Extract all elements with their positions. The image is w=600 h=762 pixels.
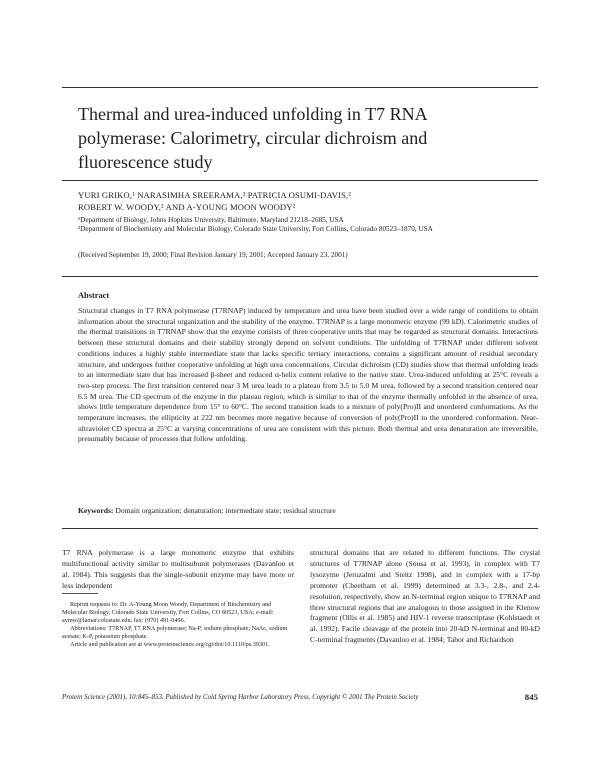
title-rule [62,180,538,181]
affiliation: ¹Department of Biology, Johns Hopkins University, Baltimore, Maryland 21218–2685, USA [78,216,344,224]
author-list [78,190,538,213]
abstract-bottom-rule [62,528,538,529]
author-line: YURI GRIKO,¹ NARASIMHA SREERAMA,² PATRICIA OSUMI-DAVIS,² [78,190,352,200]
author-line: ROBERT W. WOODY,² AND A-YOUNG MOON WOODY² [78,201,296,212]
affiliation: ²Department of Biochemistry and Molecular Biology, Colorado State University, Fort Collins, Colorado 80523–1870, USA [78,224,433,233]
footnote: Abbreviations: T7RNAP, T7 RNA polymerase; Na-P, sodium phosphate; NaAc, sodium acetate; K-P, potassium phosphate. [62,625,288,641]
keywords-text: Domain organization; denaturation; intermediate state; residual structure [115,506,336,515]
footnotes [62,601,294,650]
abstract-heading: Abstract [78,291,110,300]
article-title: Thermal and urea-induced unfolding in T7 RNA polymerase: Calorimetry, circular dichroism and fluorescence study [78,104,428,172]
abstract-text: Structural changes in T7 RNA polymerase (T7RNAP) induced by temperature and urea have been studied over a wide range of conditions to obtain information about the structural organization and the stability of the enzyme. T7RNAP is a large monomeric enzyme (99 kD). Calorimetric studies of the thermal transitions in T7RNAP show that the enzyme consists of three cooperative units that may be regarded as structural domains. Interactions between these structural domains and their stability strongly depend on solvent conditions. The unfolding of T7RNAP under different solvent conditions induces a highly stable intermediate state that lacks specific tertiary interactions, contains a significant amount of residual secondary structure, and undergoes further cooperative unfolding at high urea concentrations. Circular dichroism (CD) studies show that thermal unfolding leads to an intermediate state that has increased β-sheet and reduced α-helix content relative to the native state. Urea-induced unfolding at 25°C reveals a two-step process. The first transition centered near 3 M urea leads to a plateau from 3.5 to 5.0 M urea, followed by a second transition centered near 6.5 M urea. The CD spectrum of the enzyme in the plateau region, which is similar to that of the enzyme thermally unfolded in the absence of urea, shows little temperature dependence from 15° to 60°C. The second transition leads to a mixture of poly(Pro)II and unordered conformations. As the temperature increases, the ellipticity at 222 nm becomes more negative because of conversion of poly(Pro)II to the unordered conformation. Near-ultraviolet CD spectra at 25°C at varying concentrations of urea are consistent with this picture. Both thermal and urea denaturation are irreversible, presumably because of processes that follow unfolding. [78,306,538,444]
body-left-column: T7 RNA polymerase is a large monomeric enzyme that exhibits multifunctional activity similar to multisubunit polymerases (Davanloo et al. 1984). This suggests that the single-subunit enzyme may have more or less independent [62,548,294,590]
abstract-top-rule [62,276,538,277]
affiliations [78,216,538,233]
page-number: 845 [524,692,538,702]
top-rule [62,87,538,88]
keywords [78,506,538,516]
keywords-label: Keywords: [78,506,114,515]
footnote-rule [62,593,98,594]
footnote: Article and publication are at www.proteinscience.org/cgi/doi/10.1110/ps.39301. [70,641,270,649]
submission-dates: (Received September 19, 2000; Final Revision January 19, 2001; Accepted January 23, 2001) [78,251,348,259]
journal-footer: Protein Science (2001), 10:845–853. Published by Cold Spring Harbor Laboratory Press. Copyright © 2001 The Protein Society [62,694,419,701]
body-right-column: structural domains that are related to different functions. The crystal structures of T7RNAP alone (Sousa et al. 1993), in complex with T7 lysozyme (Jeruzalmi and Steitz 1998), and in complex with a 17-bp promoter (Cheetham et al. 1999) determined at 3.3-, 2.8-, and 2.4- resolution, respectively, show an N-terminal region unique to T7RNAP and three structural regions that are analogous to those assigned in the Klenow fragment (Ollis et al. 1985) and HIV-1 reverse transcriptase (Kohlstaedt et al. 1992). Facile cleavage of the protein into 20-kD N-terminal and 80-kD C-terminal fragments (Davanloo et al. 1984; Tabor and Richardson [310,548,540,645]
footnote: Reprint requests to: Dr. A-Young Moon Woody, Department of Biochemistry and Molecular Biology, Colorado State University, Fort Collins, CO 80523, USA; e-mail: aymw@lamar.colostate.edu; fax: (970) 491-0496. [62,601,274,625]
